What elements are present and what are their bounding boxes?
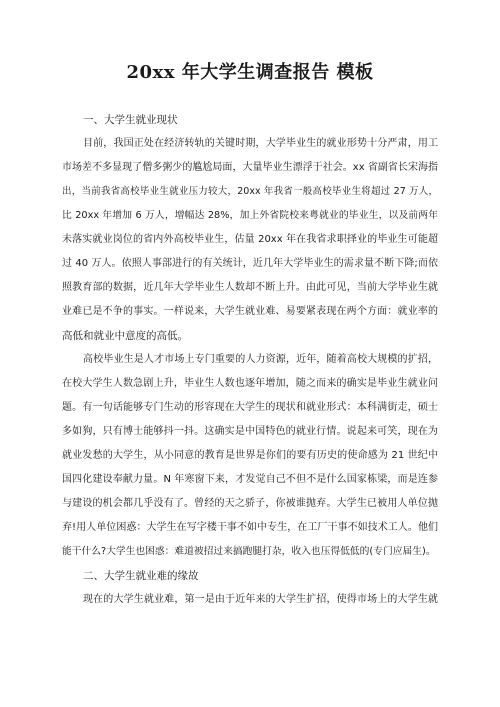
text-line: 过 40 万人。依照人事部进行的有关统计，近几年大学毕业生的需求量不断下降;而依: [62, 258, 438, 269]
section-2: [62, 564, 438, 612]
text-line: 市场差不多显现了僧多粥少的尴尬局面，大量毕业生漂浮于社会。xx 省副省长宋海指: [62, 162, 438, 173]
text-line: 在校大学生人数急剧上升，毕业生人数也逐年增加，随之而来的确实是毕业生就业问: [62, 378, 438, 389]
text-line: 与建设的机会都几乎没有了。曾经的天之骄子，你被谁抛弃。大学生已被用人单位抛: [62, 498, 438, 509]
text-line: 高校毕业生是人才市场上专门重要的人力资源，近年，随着高校大规模的扩招，: [83, 354, 438, 365]
text-line: 现在的大学生就业难，第一是由于近年来的大学生扩招，使得市场上的大学生就: [83, 594, 438, 605]
text-line: 高低和就业中意度的高低。: [62, 330, 188, 342]
text-line: 就业发愁的大学生，从小同意的教育是世界是你们的要有历史的使命感为 21 世纪中: [62, 450, 438, 461]
text-line: 弃!用人单位困惑：大学生在写字楼干事不如中专生，在工厂干事不如技术工人。他们: [62, 522, 438, 533]
text-line: 出，当前我省高校毕业生就业压力较大，20xx 年我省一般高校毕业生将超过 27 万人，: [62, 186, 438, 197]
text-line: 比 20xx 年增加 6 万人，增幅达 28%，加上外省院校来粤就业的毕业生，以及前两年: [62, 210, 438, 221]
text-line: 目前，我国正处在经济转轨的关键时期，大学毕业生的就业形势十分严肃，用工: [83, 138, 438, 149]
section-1-heading: 一、大学生就业现状: [83, 114, 178, 126]
text-line: 题。有一句话能够专门生动的形容现在大学生的现状和就业形式：本科满街走，硕士: [62, 402, 438, 413]
text-line: 多如狗，只有博士能够抖一抖。这确实是中国特色的就业行情。说起来可笑，现在为: [62, 426, 438, 437]
section-2-paragraph-1: [62, 588, 438, 612]
document-title: 20xx 年大学生调查报告 模板: [126, 62, 374, 83]
section-1-paragraph-1: [62, 132, 438, 348]
section-1-paragraph-2: [62, 348, 438, 564]
text-line: 国四化建设奉献力量。N 年寒窗下来，才发觉自己不但不是什么国家栋梁，而是连参: [62, 474, 438, 485]
text-line: 能干什么?大学生也困惑：难道被招过来搞跑腿打杂，收入也压得低低的(专门应届生)。: [62, 546, 436, 557]
section-1: [62, 108, 438, 564]
text-line: 照教育部的数据，近几年大学毕业生人数却不断上升。由此可见，当前大学毕业生就: [62, 282, 438, 293]
text-line: 业难已是不争的事实。一样说来，大学生就业难、易要紧表现在两个方面：就业率的: [62, 306, 438, 317]
section-2-heading: 二、大学生就业难的缘故: [83, 570, 199, 582]
text-line: 未落实就业岗位的省内外高校毕业生，估量 20xx 年在我省求职择业的毕业生可能超: [62, 234, 438, 245]
